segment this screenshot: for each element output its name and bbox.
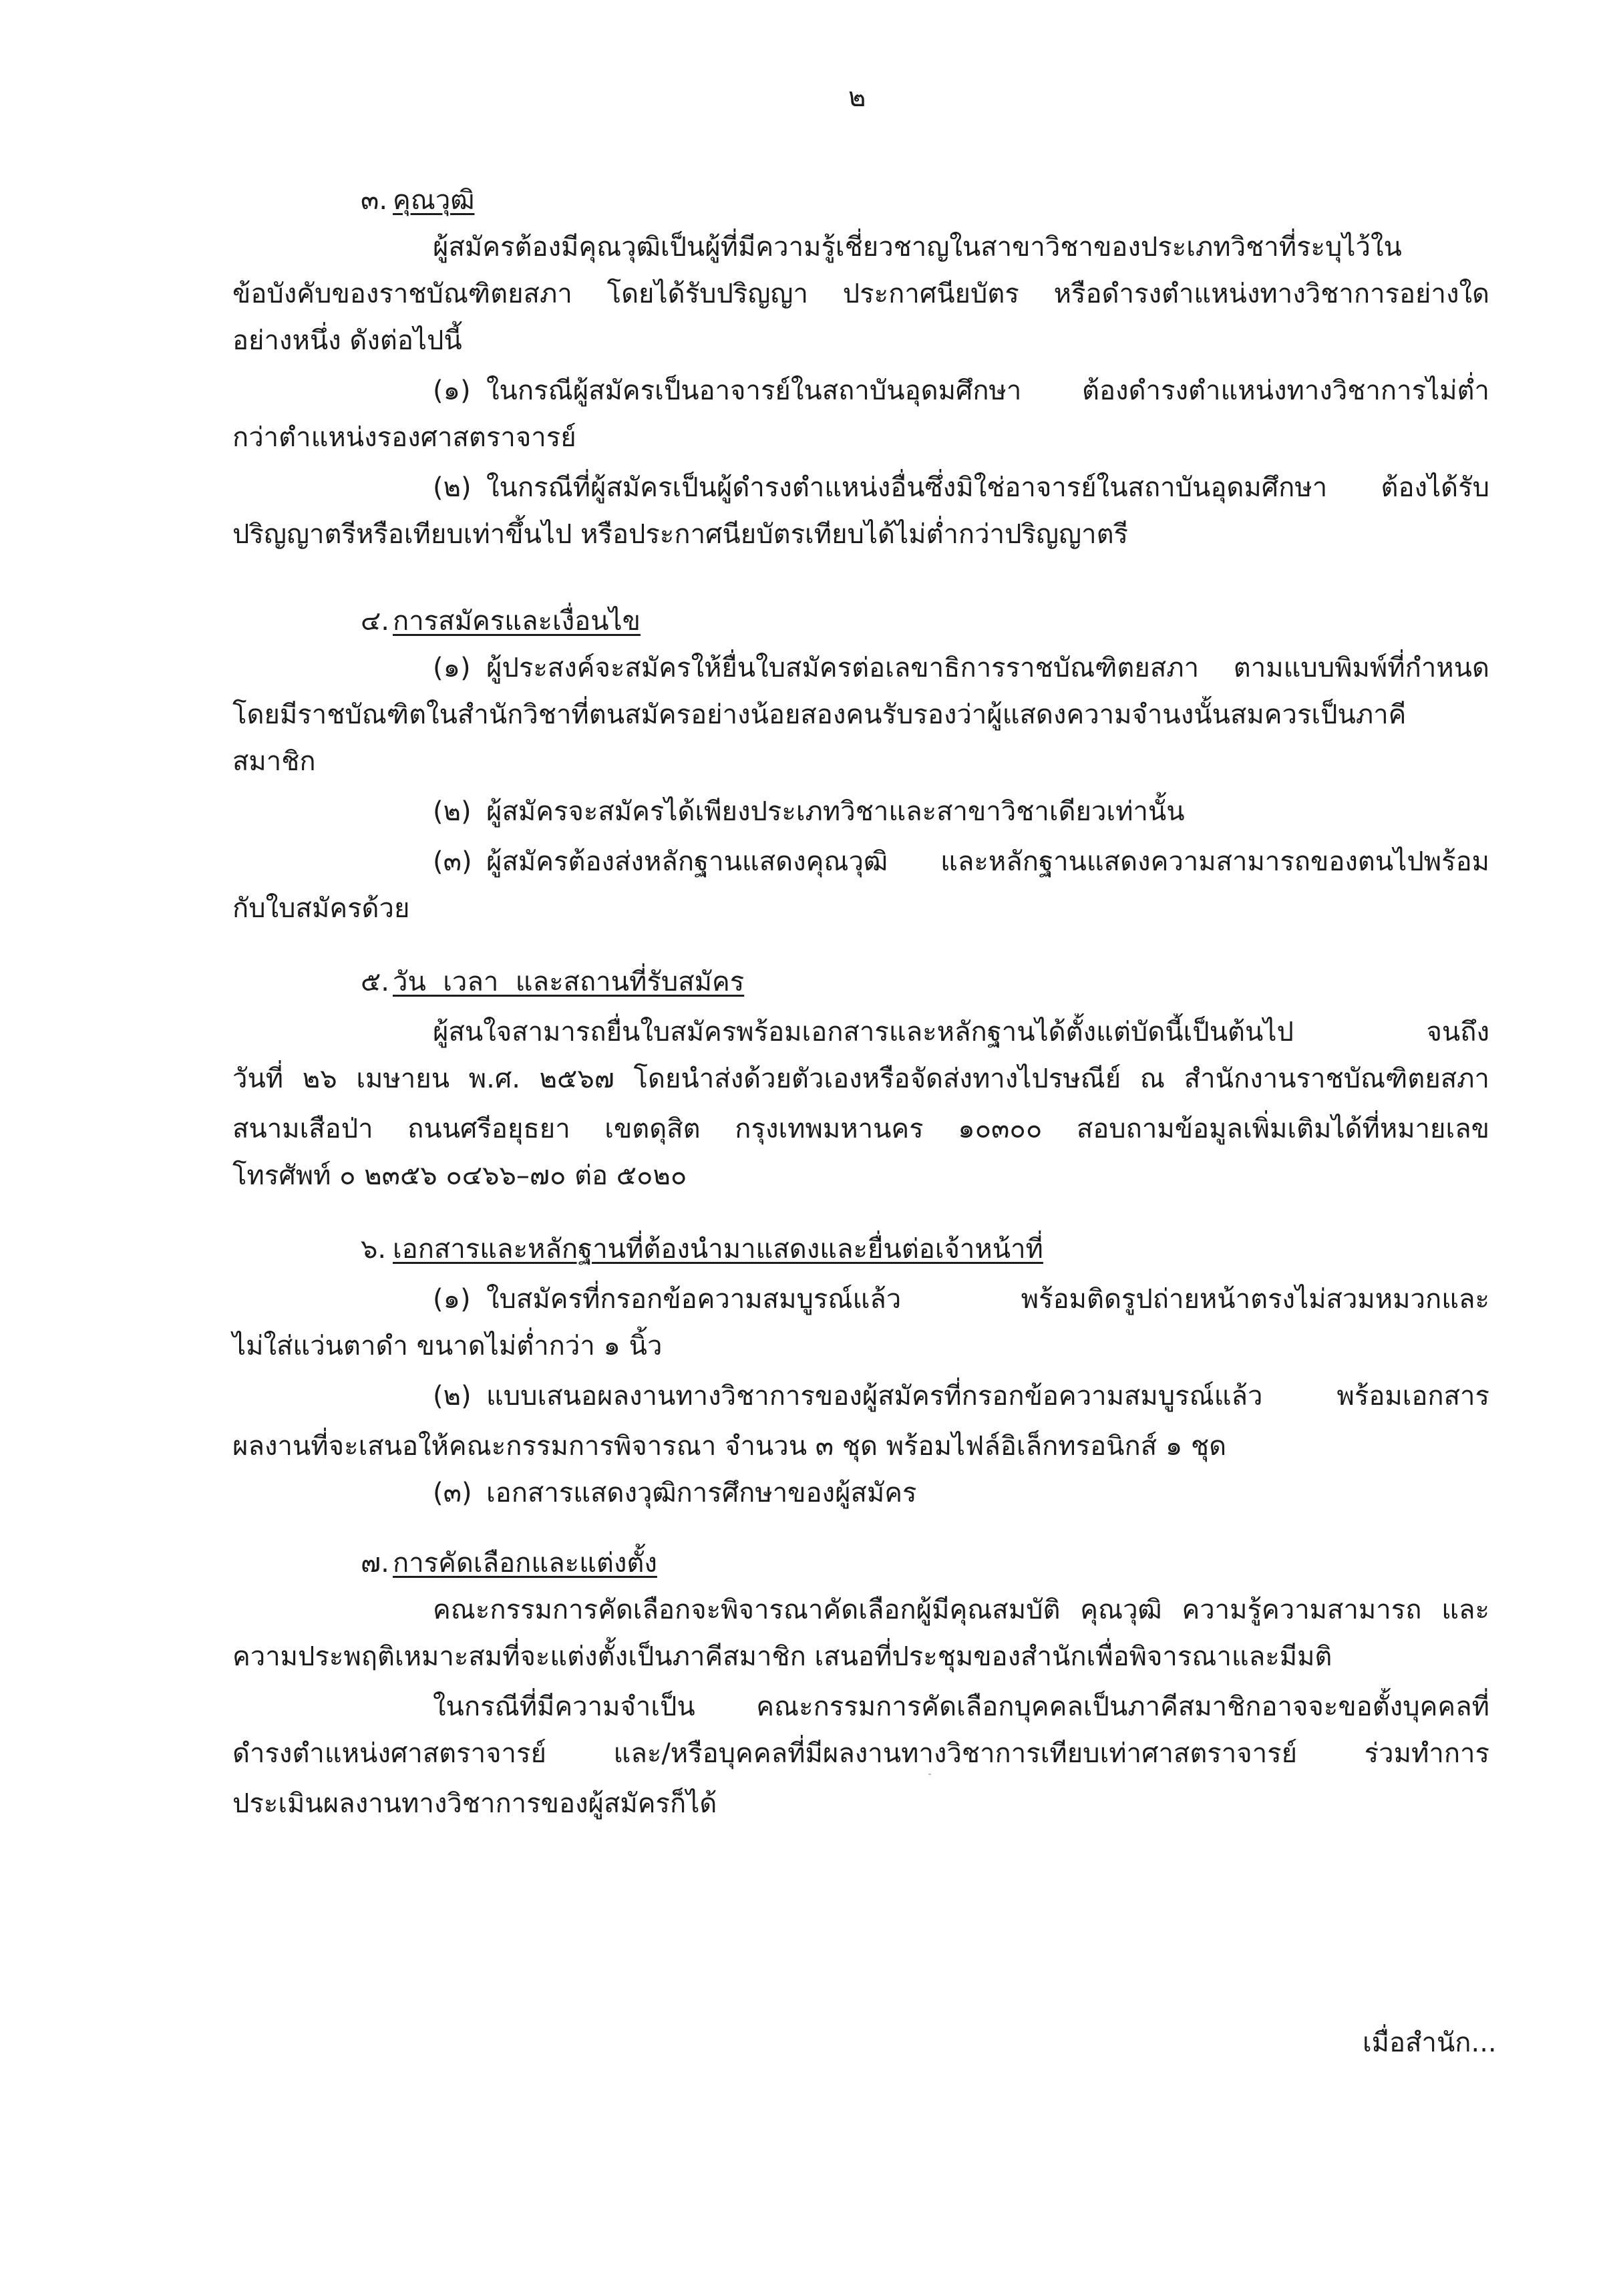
list-item <box>433 793 1185 830</box>
item-number: (๓) <box>433 846 472 877</box>
paragraph-line: วันที่ ๒๖ เมษายน พ.ศ. ๒๕๖๗ โดยนำส่งด้วยตัวเองหรือจัดส่งทางไปรษณีย์ ณ สำนักงานราชบัณฑิตยสภา <box>232 1063 1489 1094</box>
paragraph-line: โดยมีราชบัณฑิตในสำนักวิชาที่ตนสมัครอย่างน้อยสองคนรับรองว่าผู้แสดงความจำนงนั้นสมควรเป็นภาคี <box>232 699 1407 730</box>
item-text: ผู้สมัครจะสมัครได้เพียงประเภทวิชาและสาขาวิชาเดียวเท่านั้น <box>486 796 1185 827</box>
paragraph-line: ประเมินผลงานทางวิชาการของผู้สมัครก็ได้ <box>232 1788 717 1819</box>
section-title: วัน เวลา และสถานที่รับสมัคร <box>393 967 745 997</box>
item-text: ผู้ประสงค์จะสมัครให้ยื่นใบสมัครต่อเลขาธิการราชบัณฑิตยสภา ตามแบบพิมพ์ที่กำหนด <box>486 653 1489 683</box>
item-text: ในกรณีที่ผู้สมัครเป็นผู้ดำรงตำแหน่งอื่นซึ่งมิใช่อาจารย์ในสถาบันอุดมศึกษา ต้องได้รับ <box>486 472 1489 503</box>
paragraph-line: ไม่ใส่แว่นตาดำ ขนาดไม่ต่ำกว่า ๑ นิ้ว <box>232 1331 663 1361</box>
section-4-heading <box>361 603 641 640</box>
item-text: เอกสารแสดงวุฒิการศึกษาของผู้สมัคร <box>486 1478 917 1508</box>
item-number: (๒) <box>433 472 472 503</box>
paragraph-line: ข้อบังคับของราชบัณฑิตยสภา โดยได้รับปริญญา ประกาศนียบัตร หรือดำรงตำแหน่งทางวิชาการอย่างใด <box>232 279 1489 309</box>
paragraph-line: สนามเสือป่า ถนนศรีอยุธยา เขตดุสิต กรุงเทพมหานคร ๑๐๓๐๐ สอบถามข้อมูลเพิ่มเติมได้ที่หมายเลข <box>232 1114 1489 1144</box>
item-number: (๒) <box>433 1381 472 1412</box>
item-text: ใบสมัครที่กรอกข้อความสมบูรณ์แล้ว พร้อมติดรูปถ่ายหน้าตรงไม่สวมหมวกและ <box>486 1284 1489 1315</box>
list-item <box>433 1377 1489 1415</box>
item-text: ในกรณีผู้สมัครเป็นอาจารย์ในสถาบันอุดมศึกษา ต้องดำรงตำแหน่งทางวิชาการไม่ต่ำ <box>486 375 1489 406</box>
section-title: เอกสารและหลักฐานที่ต้องนำมาแสดงและยื่นต่อเจ้าหน้าที่ <box>393 1234 1043 1265</box>
paragraph-line: ผู้สนใจสามารถยื่นใบสมัครพร้อมเอกสารและหลักฐานได้ตั้งแต่บัดนี้เป็นต้นไป จนถึง <box>433 1017 1489 1047</box>
section-number: ๕. <box>361 967 389 997</box>
page-number: ๒ <box>848 82 866 113</box>
item-number: (๑) <box>433 653 471 683</box>
section-number: ๖. <box>361 1234 387 1265</box>
paragraph-line: กับใบสมัครด้วย <box>232 893 410 924</box>
scan-speck <box>928 1774 931 1775</box>
section-number: ๗. <box>361 1548 389 1579</box>
list-item <box>433 843 1489 880</box>
continuation-note: เมื่อสำนัก... <box>1363 2027 1497 2058</box>
list-item <box>433 649 1489 687</box>
list-item <box>433 1474 917 1512</box>
item-text: ผู้สมัครต้องส่งหลักฐานแสดงคุณวุฒิ และหลักฐานแสดงความสามารถของตนไปพร้อม <box>486 846 1489 877</box>
section-3-heading <box>361 182 474 219</box>
item-text: แบบเสนอผลงานทางวิชาการของผู้สมัครที่กรอกข้อความสมบูรณ์แล้ว พร้อมเอกสาร <box>486 1381 1489 1412</box>
section-5-heading <box>361 963 744 1001</box>
paragraph-line: สมาชิก <box>232 746 316 777</box>
paragraph-line: กว่าตำแหน่งรองศาสตราจารย์ <box>232 422 576 453</box>
section-title: การสมัครและเงื่อนไข <box>393 606 641 637</box>
paragraph-line: อย่างหนึ่ง ดังต่อไปนี้ <box>232 325 462 356</box>
section-title: การคัดเลือกและแต่งตั้ง <box>393 1548 657 1579</box>
paragraph-line: ผู้สมัครต้องมีคุณวุฒิเป็นผู้ที่มีความรู้เชี่ยวชาญในสาขาวิชาของประเภทวิชาที่ระบุไว้ใน <box>433 232 1402 263</box>
section-6-heading <box>361 1231 1043 1268</box>
list-item <box>433 372 1489 409</box>
section-7-heading <box>361 1544 657 1582</box>
section-number: ๔. <box>361 606 389 637</box>
list-item <box>433 1281 1489 1318</box>
paragraph-line: คณะกรรมการคัดเลือกจะพิจารณาคัดเลือกผู้มีคุณสมบัติ คุณวุฒิ ความรู้ความสามารถ และ <box>433 1595 1489 1625</box>
paragraph-line: ความประพฤติเหมาะสมที่จะแต่งตั้งเป็นภาคีสมาชิก เสนอที่ประชุมของสำนักเพื่อพิจารณาและมีมติ <box>232 1641 1332 1672</box>
paragraph-line: โทรศัพท์ ๐ ๒๓๕๖ ๐๔๖๖–๗๐ ต่อ ๕๐๒๐ <box>232 1160 687 1191</box>
item-number: (๓) <box>433 1478 472 1508</box>
list-item <box>433 469 1489 506</box>
section-title: คุณวุฒิ <box>393 185 475 216</box>
item-number: (๒) <box>433 796 472 827</box>
item-number: (๑) <box>433 1284 471 1315</box>
section-number: ๓. <box>361 185 388 216</box>
paragraph-line: ในกรณีที่มีความจำเป็น คณะกรรมการคัดเลือกบุคคลเป็นภาคีสมาชิกอาจจะขอตั้งบุคคลที่ <box>433 1691 1489 1722</box>
paragraph-line: ปริญญาตรีหรือเทียบเท่าขึ้นไป หรือประกาศนียบัตรเทียบได้ไม่ต่ำกว่าปริญญาตรี <box>232 519 1129 550</box>
paragraph-line: ผลงานที่จะเสนอให้คณะกรรมการพิจารณา จำนวน ๓ ชุด พร้อมไฟล์อิเล็กทรอนิกส์ ๑ ชุด <box>232 1431 1227 1462</box>
item-number: (๑) <box>433 375 471 406</box>
paragraph-line: ดำรงตำแหน่งศาสตราจารย์ และ/หรือบุคคลที่มีผลงานทางวิชาการเทียบเท่าศาสตราจารย์ ร่วมทำการ <box>232 1738 1489 1769</box>
